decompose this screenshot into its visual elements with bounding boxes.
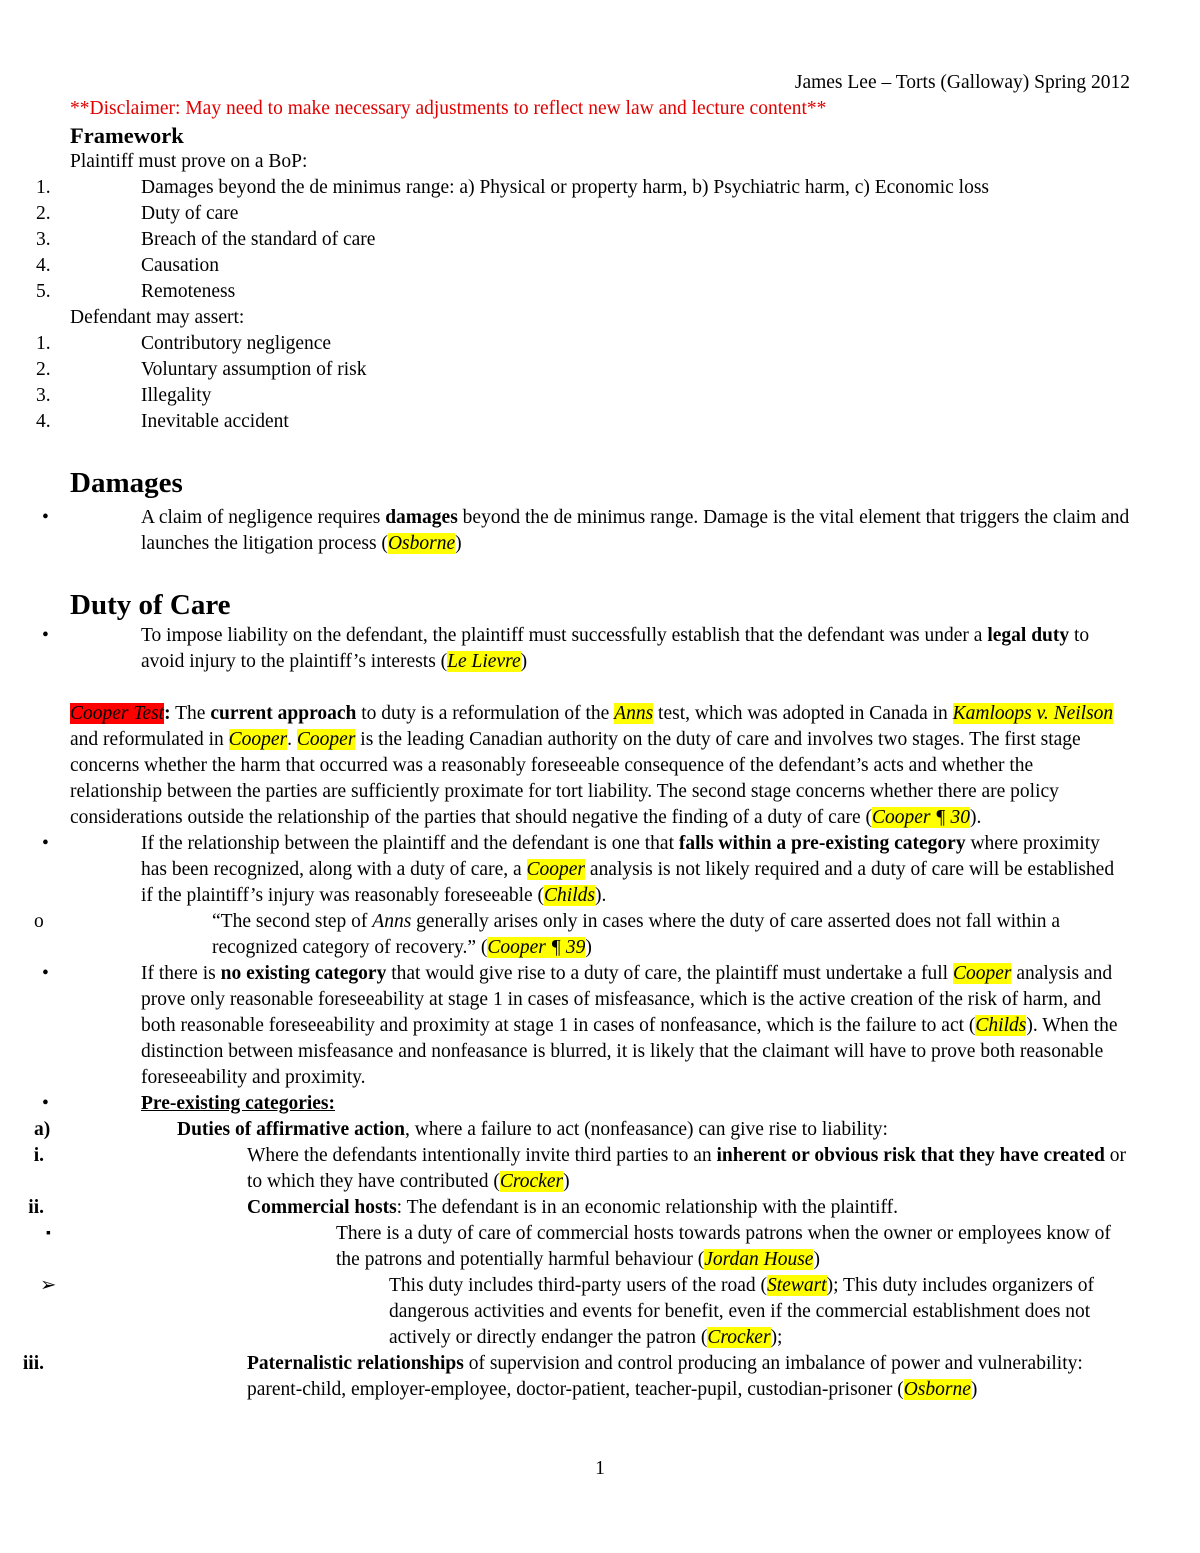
page-header: James Lee – Torts (Galloway) Spring 2012 bbox=[794, 72, 1130, 93]
framework-heading: Framework bbox=[70, 123, 184, 148]
defendant-list bbox=[36, 331, 1130, 435]
list-item: 4. Causation bbox=[70, 253, 1130, 279]
plaintiff-list bbox=[36, 175, 1130, 305]
case-citation: Stewart bbox=[767, 1275, 827, 1296]
case-citation: Crocker bbox=[499, 1171, 564, 1192]
list-item: 5. Remoteness bbox=[70, 279, 1130, 305]
list-number: 5. bbox=[36, 281, 51, 302]
case-citation: Cooper ¶ 39 bbox=[487, 937, 586, 958]
affirmative-action-item: a) Duties of affirmative action, where a failure to act (nonfeasance) can give rise to liability: bbox=[70, 1117, 1130, 1143]
roman-marker: i. bbox=[33, 1145, 44, 1166]
case-citation: Anns bbox=[614, 703, 654, 724]
bullet-marker: • bbox=[42, 833, 49, 854]
case-citation: Le Lievre bbox=[447, 651, 521, 672]
duty-bullet: • To impose liability on the defendant, the plaintiff must successfully establish that the defendant was under a legal duty to avoid injury to the plaintiff’s interests (Le Lievre) bbox=[42, 625, 1090, 672]
roman-item-ii: ii. Commercial hosts: The defendant is in an economic relationship with the plaintiff. bbox=[70, 1195, 1130, 1221]
case-citation: Childs bbox=[975, 1015, 1027, 1036]
list-number: 2. bbox=[36, 359, 51, 380]
commercial-hosts-subitem: ▪ There is a duty of care of commercial hosts towards patrons when the owner or employees know of the patrons and potentially harmful behaviour (Jordan House) bbox=[46, 1223, 1111, 1270]
roman-marker: iii. bbox=[22, 1353, 44, 1374]
bullet-marker: • bbox=[42, 963, 49, 984]
circle-marker: o bbox=[34, 911, 44, 932]
cooper-test-label: Cooper Test bbox=[70, 703, 165, 724]
bullet-marker: • bbox=[42, 1093, 49, 1114]
bullet-marker: • bbox=[42, 625, 49, 646]
case-citation: Kamloops v. Neilson bbox=[952, 703, 1114, 724]
roman-item-iii: iii. Paternalistic relationships of supervision and control producing an imbalance of power and vulnerability: parent-child, employer-employee, doctor-patient, teacher-pupil, custodian-prisoner (Osborne) bbox=[70, 1351, 1130, 1403]
case-citation: Cooper bbox=[296, 729, 356, 750]
pre-existing-categories-bullet bbox=[42, 1091, 1130, 1117]
list-number: 1. bbox=[36, 177, 51, 198]
list-item: 4. Inevitable accident bbox=[70, 409, 1130, 435]
list-number: 1. bbox=[36, 333, 51, 354]
case-citation: Childs bbox=[544, 885, 595, 906]
page-content bbox=[22, 70, 1130, 1403]
case-citation: Crocker bbox=[707, 1327, 771, 1348]
disclaimer: **Disclaimer: May need to make necessary adjustments to reflect new law and lecture content** bbox=[70, 98, 827, 119]
list-number: 3. bbox=[36, 229, 51, 250]
case-citation: Cooper bbox=[952, 963, 1012, 984]
no-existing-category-bullet: • If there is no existing category that would give rise to a duty of care, the plaintiff must undertake a full Cooper analysis and prove only reasonable foreseeability at stage 1 in cases of misfeasance, which is the active creation of the risk of harm, and both reasonable foreseeability and proximity at stage 1 in cases of nonfeasance, which is the failure to act (Childs). When the distinction between misfeasance and nonfeasance is blurred, it is likely that the claimant will have to prove both reasonable foreseeability and proximity. bbox=[42, 963, 1118, 1088]
case-citation: Osborne bbox=[387, 533, 456, 554]
plaintiff-intro: Plaintiff must prove on a BoP: bbox=[70, 151, 308, 172]
square-bullet-marker: ▪ bbox=[46, 1226, 51, 1241]
third-party-subitem: ➢ This duty includes third-party users of the road (Stewart); This duty includes organizers of dangerous activities and events for benefit, even if the commercial establishment does not actively or directly endanger the patron (Crocker); bbox=[40, 1275, 1094, 1348]
roman-marker: ii. bbox=[28, 1197, 44, 1218]
page-number: 1 bbox=[595, 1458, 605, 1479]
case-citation: Jordan House bbox=[704, 1249, 814, 1270]
list-item: 1. Damages beyond the de minimus range: a) Physical or property harm, b) Psychiatric harm, c) Economic loss bbox=[70, 175, 1130, 201]
pre-existing-category-bullet: • If the relationship between the plaintiff and the defendant is one that falls within a pre-existing category where proximity has been recognized, along with a duty of care, a Cooper analysis is not likely required and a duty of care will be established if the plaintiff’s injury was reasonably foreseeable (Childs). bbox=[42, 833, 1115, 906]
list-number: 3. bbox=[36, 385, 51, 406]
duty-of-care-heading: Duty of Care bbox=[70, 589, 231, 621]
case-citation: Cooper ¶ 30 bbox=[872, 807, 970, 828]
pre-existing-categories-heading: Pre-existing categories: bbox=[141, 1093, 336, 1114]
list-item: 1. Contributory negligence bbox=[70, 331, 1130, 357]
list-item: 3. Illegality bbox=[70, 383, 1130, 409]
list-number: 4. bbox=[36, 255, 51, 276]
roman-item-i: i. Where the defendants intentionally invite third parties to an inherent or obvious risk that they have created or to which they have contributed (Crocker) bbox=[70, 1143, 1130, 1195]
list-number: 4. bbox=[36, 411, 51, 432]
list-item: 3. Breach of the standard of care bbox=[70, 227, 1130, 253]
case-citation: Osborne bbox=[903, 1379, 971, 1400]
cooper-test-paragraph: Cooper Test: The current approach to duty is a reformulation of the Anns test, which was adopted in Canada in Kamloops v. Neilson and reformulated in Cooper. Cooper is the leading Canadian authority on the duty of care and involves two stages. The first stage concerns whether the harm that occurred was a reasonably foreseeable consequence of the defendant’s acts and whether the relationship between the parties are sufficiently proximate for tort liability. The second stage concerns whether there are policy considerations outside the relationship of the parties that should negative the finding of a duty of care (Cooper ¶ 30). bbox=[70, 703, 1114, 828]
case-citation: Cooper bbox=[526, 859, 586, 880]
arrow-bullet-marker: ➢ bbox=[40, 1275, 57, 1296]
case-citation: Cooper bbox=[228, 729, 288, 750]
list-item: 2. Duty of care bbox=[70, 201, 1130, 227]
list-number: 2. bbox=[36, 203, 51, 224]
list-item: 2. Voluntary assumption of risk bbox=[70, 357, 1130, 383]
anns-quote: o “The second step of Anns generally arises only in cases where the duty of care asserted does not fall within a recognized category of recovery.” (Cooper ¶ 39) bbox=[34, 911, 1060, 958]
defendant-intro: Defendant may assert: bbox=[70, 307, 245, 328]
damages-bullet: • A claim of negligence requires damages beyond the de minimus range. Damage is the vital element that triggers the claim and launches the litigation process (Osborne) bbox=[42, 507, 1130, 554]
damages-heading: Damages bbox=[70, 467, 183, 499]
bullet-marker: • bbox=[42, 507, 49, 528]
letter-marker: a) bbox=[34, 1119, 51, 1140]
